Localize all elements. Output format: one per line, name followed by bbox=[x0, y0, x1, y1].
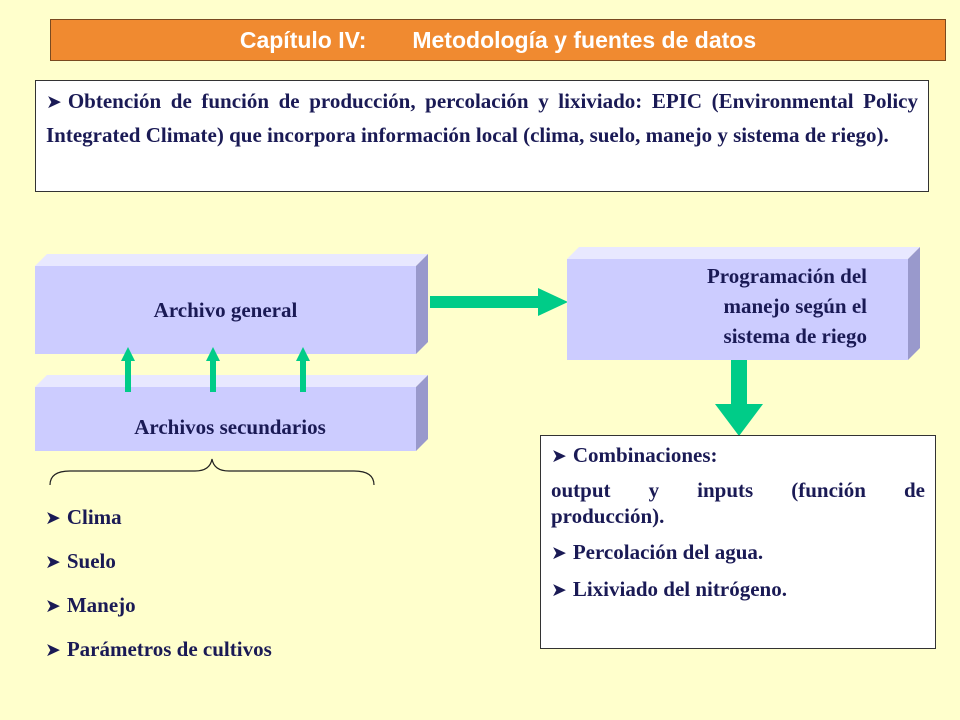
arrow-bullet-icon: ➤ bbox=[46, 91, 62, 113]
arrow-bullet-icon: ➤ bbox=[45, 595, 61, 617]
combinations-heading: ➤ Combinaciones: bbox=[551, 443, 718, 467]
combinations-box bbox=[540, 435, 936, 649]
programacion-line-3: sistema de riego bbox=[723, 324, 867, 348]
arrow-bullet-icon: ➤ bbox=[551, 542, 567, 564]
arrow-bullet-icon: ➤ bbox=[45, 639, 61, 661]
chapter-label: Capítulo IV: bbox=[239, 26, 367, 53]
archivo-general-label: Archivo general bbox=[153, 297, 298, 322]
archivos-secundarios-box bbox=[35, 375, 428, 451]
arrow-bullet-icon: ➤ bbox=[551, 445, 567, 467]
combinations-item-percolacion: ➤ Percolación del agua. bbox=[551, 540, 764, 564]
down-arrow bbox=[715, 360, 763, 436]
right-arrow bbox=[430, 288, 568, 316]
programacion-box bbox=[567, 247, 920, 360]
combinations-line-2: producción). bbox=[551, 504, 665, 528]
arrow-bullet-icon: ➤ bbox=[45, 507, 61, 529]
archivos-secundarios-label: Archivos secundarios bbox=[134, 414, 326, 439]
list-item: ➤ Clima bbox=[45, 500, 272, 544]
list-item: ➤ Manejo bbox=[45, 588, 272, 632]
chapter-title: Metodología y fuentes de datos bbox=[412, 26, 757, 53]
programacion-line-2: manejo según el bbox=[723, 294, 867, 318]
arrow-bullet-icon: ➤ bbox=[45, 551, 61, 573]
inputs-list bbox=[45, 500, 272, 676]
arrow-bullet-icon: ➤ bbox=[551, 579, 567, 601]
programacion-line-1: Programación del bbox=[706, 264, 867, 288]
combinations-line-1: output y inputs (función de bbox=[551, 478, 925, 502]
list-item: ➤ Parámetros de cultivos bbox=[45, 632, 272, 676]
programacion-label bbox=[607, 261, 867, 351]
intro-text: Obtención de función de producción, percolación y lixiviado: EPIC (Environmental Policy Integrated Climate) que incorpora información local (clima, suelo, manejo y sistema de riego). bbox=[46, 89, 918, 147]
page-title-bar bbox=[50, 19, 946, 61]
curly-brace bbox=[45, 455, 380, 489]
intro-box bbox=[35, 80, 929, 192]
archivo-general-box bbox=[35, 254, 428, 354]
list-item: ➤ Suelo bbox=[45, 544, 272, 588]
combinations-item-lixiviado: ➤ Lixiviado del nitrógeno. bbox=[551, 577, 787, 601]
